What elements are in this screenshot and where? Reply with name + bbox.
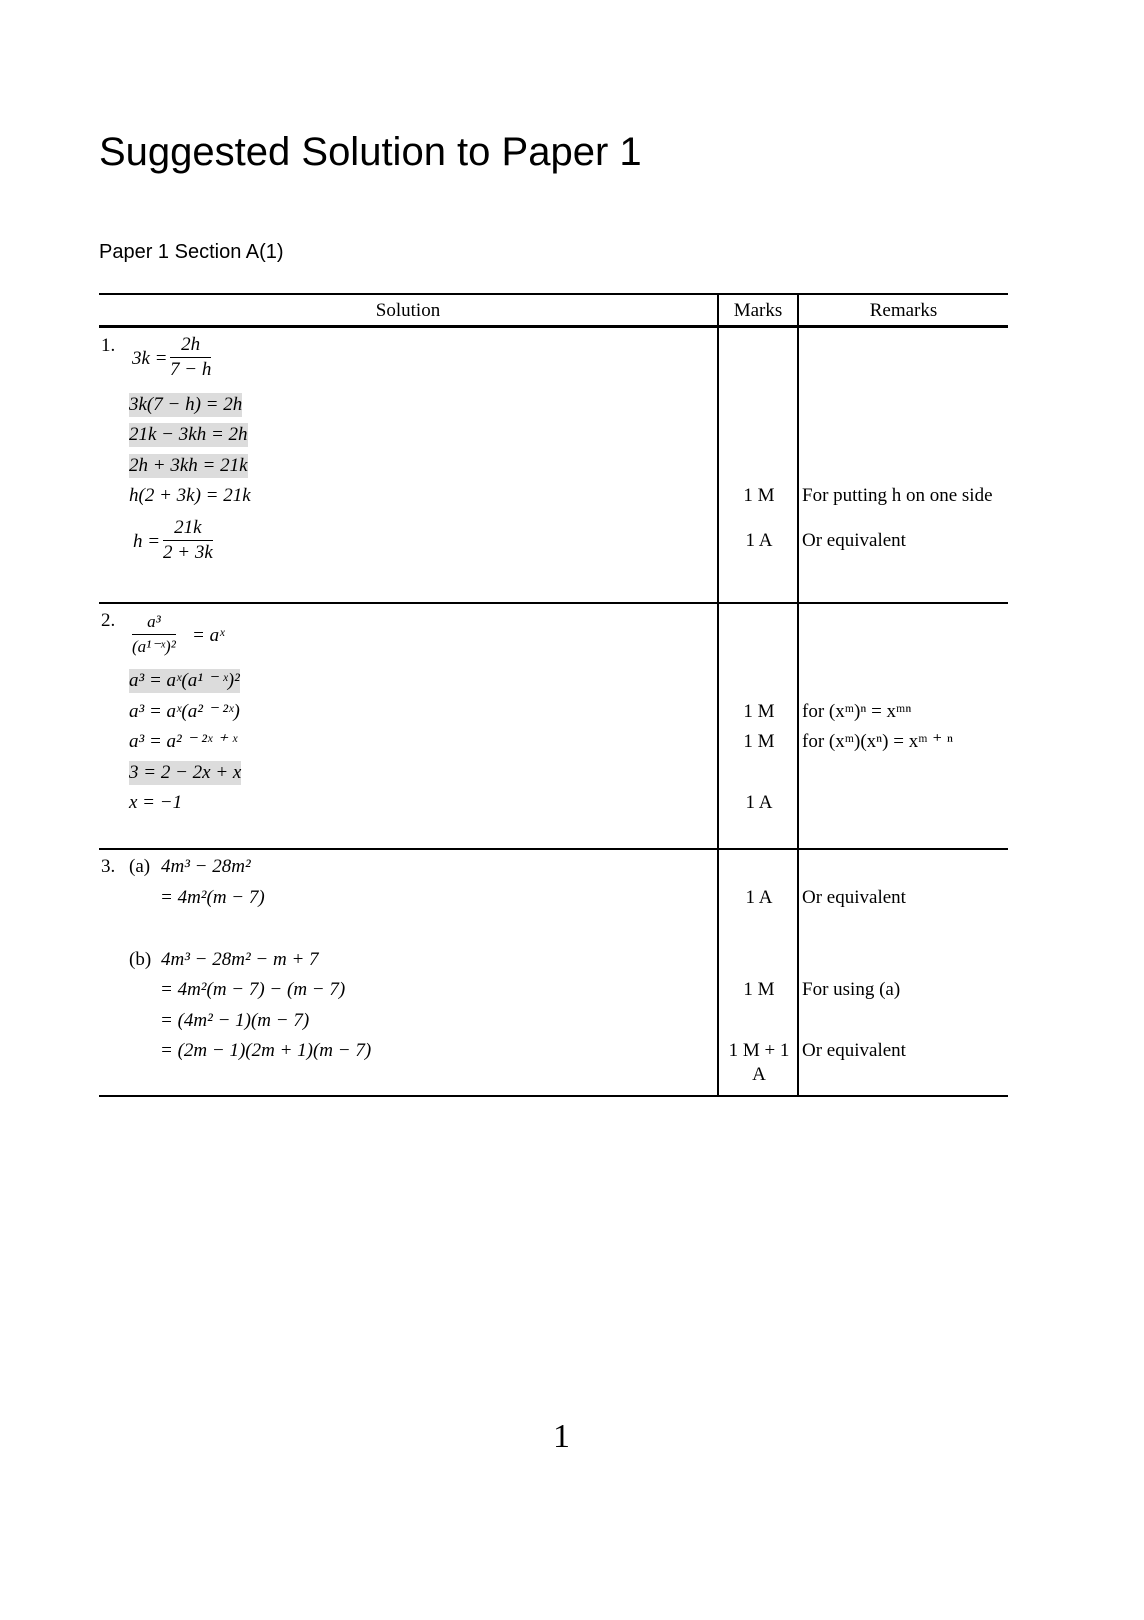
question-number: 2. (101, 610, 116, 631)
part-label: (a) (129, 856, 151, 877)
row-divider (99, 602, 1008, 604)
solution-step: 2h + 3kh = 21k (129, 455, 248, 476)
solution-step: 4m³ − 28m² (161, 856, 251, 877)
denominator: 2 + 3k (163, 542, 213, 563)
denominator: (a¹⁻ˣ)² (132, 637, 176, 656)
solution-step: = 4m²(m − 7) − (m − 7) (160, 979, 346, 1000)
table-bottom-rule (99, 1095, 1008, 1097)
table-top-rule (99, 293, 1008, 295)
marks-value: 1 A (745, 887, 773, 908)
remark: Or equivalent (802, 530, 906, 551)
fraction (132, 610, 176, 659)
page-number: 1 (553, 1418, 570, 1455)
solution-step: = 4m²(m − 7) (160, 887, 265, 908)
remark: for (xᵐ)(xⁿ) = xᵐ ⁺ ⁿ (802, 731, 953, 752)
marks-value: 1 M (743, 701, 775, 722)
fraction (170, 333, 211, 382)
fraction (163, 516, 213, 565)
marks-value: 1 A (745, 530, 773, 551)
solution-step: 21k − 3kh = 2h (129, 424, 248, 445)
marks-value: 1 M (743, 979, 775, 1000)
remark: for (xᵐ)ⁿ = xᵐⁿ (802, 701, 912, 722)
column-divider (717, 293, 719, 1097)
solution-step: h(2 + 3k) = 21k (129, 485, 251, 506)
marks-value: 1 M (743, 731, 775, 752)
solution-step: a³ = aˣ(a² ⁻ ²ˣ) (129, 701, 240, 722)
marks-value: 1 M + 1 A (728, 1040, 790, 1085)
marks-value: 1 M (743, 485, 775, 506)
solution-step: a³ = a² ⁻ ²ˣ ⁺ ˣ (129, 731, 238, 752)
header-solution: Solution (375, 300, 441, 321)
solution-step: x = −1 (129, 792, 183, 813)
math-text: h = (133, 531, 161, 552)
solution-step: 3k(7 − h) = 2h (129, 394, 243, 415)
denominator: 7 − h (170, 359, 212, 380)
remark: For putting h on one side (802, 485, 993, 506)
numerator: 2h (181, 334, 201, 355)
solution-step: 3 = 2 − 2x + x (129, 762, 242, 783)
remark: Or equivalent (802, 1040, 906, 1061)
numerator: 21k (174, 517, 202, 538)
solution-step: = (4m² − 1)(m − 7) (160, 1010, 310, 1031)
row-divider (99, 848, 1008, 850)
solution-step: a³ = aˣ(a¹ ⁻ ˣ)² (129, 670, 240, 691)
column-divider (797, 293, 799, 1097)
marks-value: 1 A (745, 792, 773, 813)
header-rule (99, 325, 1008, 328)
question-number: 3. (101, 856, 116, 877)
math-text: 3k = (132, 348, 168, 369)
question-number: 1. (101, 335, 116, 356)
page-title: Suggested Solution to Paper 1 (99, 130, 642, 174)
solution-step: 4m³ − 28m² − m + 7 (161, 949, 319, 970)
section-heading: Paper 1 Section A(1) (99, 241, 284, 263)
header-marks: Marks (733, 300, 783, 321)
numerator: a³ (147, 612, 161, 631)
remark: Or equivalent (802, 887, 906, 908)
remark: For using (a) (802, 979, 901, 1000)
math-text: = aˣ (192, 625, 225, 646)
part-label: (b) (129, 949, 152, 970)
solution-step: = (2m − 1)(2m + 1)(m − 7) (160, 1040, 372, 1061)
header-remarks: Remarks (869, 300, 938, 321)
